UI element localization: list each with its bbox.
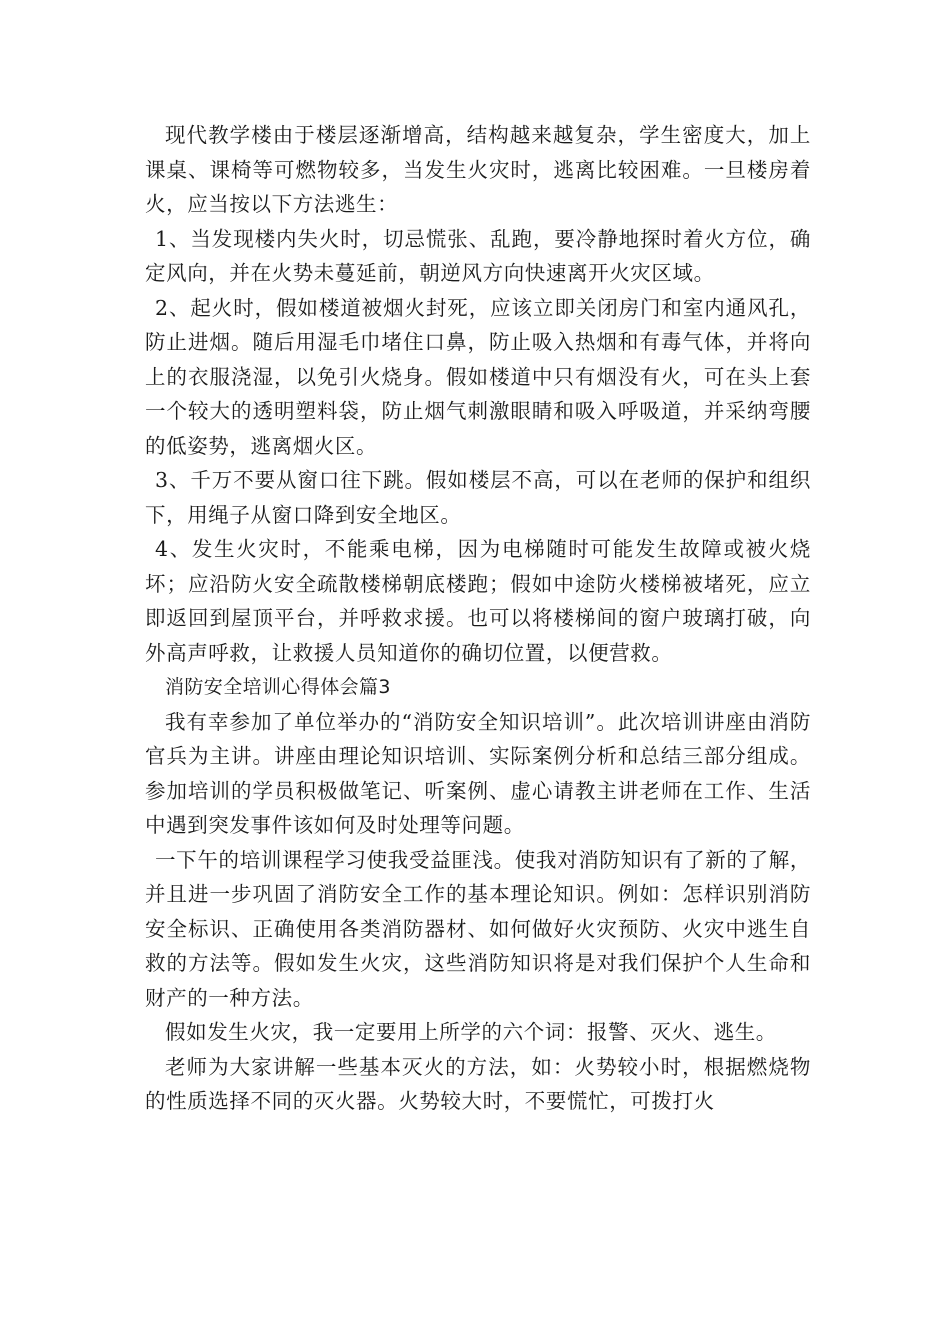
paragraph-item-1: 1、当发现楼内失火时，切忌慌张、乱跑，要冷静地探时着火方位，确定风向，并在火势未蔓延前，朝逆风方向快速离开火灾区域。 xyxy=(145,226,811,285)
paragraph-afternoon-course: 一下午的培训课程学习使我受益匪浅。使我对消防知识有了新的了解，并且进一步巩固了消防安全工作的基本理论知识。例如：怎样识别消防安全标识、正确使用各类消防器材、如何做好火灾预防、火灾中逃生自救的方法等。假如发生火灾，这些消防知识将是对我们保护个人生命和财产的一种方法。 xyxy=(145,847,811,1010)
paragraph-training-intro: 我有幸参加了单位举办的“消防安全知识培训”。此次培训讲座由消防官兵为主讲。讲座由理论知识培训、实际案例分析和总结三部分组成。参加培训的学员积极做笔记、听案例、虚心请教主讲老师在工作、生活中遇到突发事件该如何及时处理等问题。 xyxy=(145,709,811,837)
paragraph-item-3: 3、千万不要从窗口往下跳。假如楼层不高，可以在老师的保护和组织下，用绳子从窗口降到安全地区。 xyxy=(145,468,811,527)
paragraph-item-4: 4、发生火灾时，不能乘电梯，因为电梯随时可能发生故障或被火烧坏；应沿防火安全疏散楼梯朝底楼跑；假如中途防火楼梯被堵死，应立即返回到屋顶平台，并呼救求援。也可以将楼梯间的窗户玻璃打破，向外高声呼救，让救援人员知道你的确切位置，以便营救。 xyxy=(145,537,811,665)
paragraph-six-words: 假如发生火灾，我一定要用上所学的六个词：报警、灭火、逃生。 xyxy=(165,1020,777,1044)
paragraph-fire-methods: 老师为大家讲解一些基本灭火的方法，如：火势较小时，根据燃烧物的性质选择不同的灭火器。火势较大时，不要慌忙，可拨打火 xyxy=(145,1054,811,1113)
document-body xyxy=(145,118,811,1119)
paragraph-item-2: 2、起火时，假如楼道被烟火封死，应该立即关闭房门和室内通风孔，防止进烟。随后用湿毛巾堵住口鼻，防止吸入热烟和有毒气体，并将向上的衣服浇湿，以免引火烧身。假如楼道中只有烟没有火，可在头上套一个较大的透明塑料袋，防止烟气刺激眼睛和吸入呼吸道，并采纳弯腰的低姿势，逃离烟火区。 xyxy=(145,295,811,458)
paragraph-intro: 现代教学楼由于楼层逐渐增高，结构越来越复杂，学生密度大，加上课桌、课椅等可燃物较多，当发生火灾时，逃离比较困难。一旦楼房着火，应当按以下方法逃生： xyxy=(145,123,811,216)
section-heading: 消防安全培训心得体会篇3 xyxy=(165,676,391,698)
